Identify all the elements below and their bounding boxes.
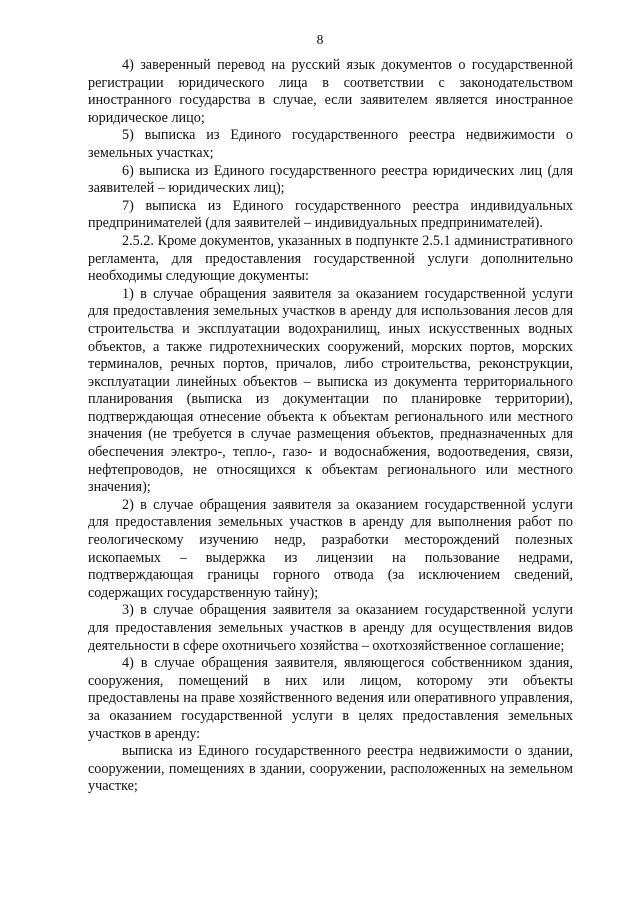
paragraph-subitem-3: 3) в случае обращения заявителя за оказанием государственной услуги для предоставления земельных участков в аренду для осуществления видов деятельности в сфере охотничьего хозяйства – охотхозяйственное соглашение; xyxy=(88,602,573,654)
paragraph-subitem-2: 2) в случае обращения заявителя за оказанием государственной услуги для предоставления земельных участков в аренду для выполнения работ по геологическому изучению недр, разработки месторождений полезных ископаемых – выдержка из лицензии на пользование недрами, подтверждающая границы горного отвода (за исключением сведений, содержащих государственную тайну); xyxy=(88,496,573,601)
paragraph-subitem-1: 1) в случае обращения заявителя за оказанием государственной услуги для предоставления земельных участков в аренду для использования лесов для строительства и эксплуатации водохранилищ, иных искусственных водных объектов, а также гидротехнических сооружений, морских портов, морских терминалов, речных портов, причалов, либо строительства, реконструкции, эксплуатации линейных объектов – выписка из документа территориального планирования (выписка из документации по планировке территории), подтверждающая отнесение объекта к объектам регионального или местного значения (не требуется в случае размещения объектов, предназначенных для обеспечения электро-, тепло-, газо- и водоснабжения, водоотведения, связи, нефтепроводов, не относящихся к объектам регионального или местного значения); xyxy=(88,285,573,496)
paragraph-subitem-4: 4) в случае обращения заявителя, являющегося собственником здания, сооружения, помещений в них или лицом, которому эти объекты предоставлены на праве хозяйственного ведения или оперативного управления, за оказанием государственной услуги в целях предоставления земельных участков в аренду: xyxy=(88,655,573,742)
paragraph-item-6: 6) выписка из Единого государственного реестра юридических лиц (для заявителей – юридических лиц); xyxy=(88,162,573,197)
paragraph-item-4: 4) заверенный перевод на русский язык документов о государственной регистрации юридического лица в соответствии с законодательством иностранного государства в случае, если заявителем является иностранное юридическое лицо; xyxy=(88,57,573,126)
paragraph-extract-building: выписка из Единого государственного реестра недвижимости о здании, сооружении, помещениях в здании, сооружении, расположенных на земельном участке; xyxy=(88,743,573,795)
paragraph-section-2-5-2: 2.5.2. Кроме документов, указанных в подпункте 2.5.1 административного регламента, для предоставления государственной услуги дополнительно необходимы следующие документы: xyxy=(88,232,573,285)
page-number: 8 xyxy=(316,32,324,47)
paragraph-item-7: 7) выписка из Единого государственного реестра индивидуальных предпринимателей (для заявителей – индивидуальных предпринимателей). xyxy=(88,197,573,232)
document-body xyxy=(88,57,573,796)
paragraph-item-5: 5) выписка из Единого государственного реестра недвижимости о земельных участках; xyxy=(88,127,573,161)
